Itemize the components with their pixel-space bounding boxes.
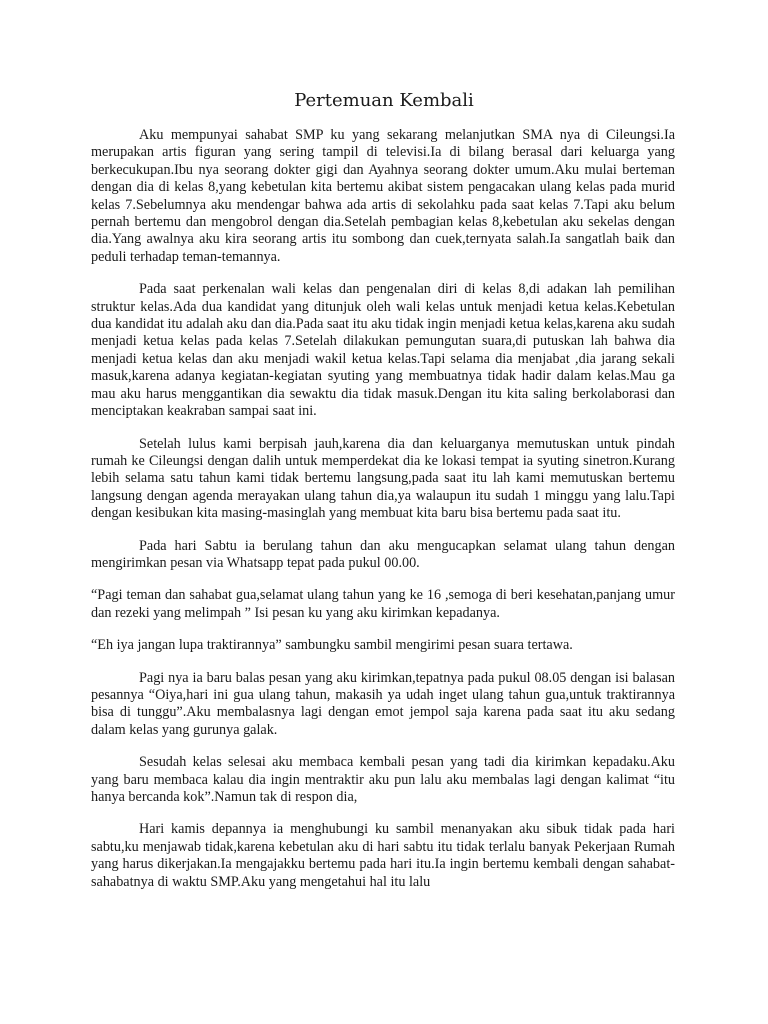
- paragraph-5-quote: “Pagi teman dan sahabat gua,selamat ulang tahun yang ke 16 ,semoga di beri kesehatan,panjang umur dan rezeki yang melimpah ” Isi pesan ku yang aku kirimkan kepadanya.: [91, 587, 675, 621]
- document-body: [91, 127, 675, 906]
- paragraph-9: Hari kamis depannya ia menghubungi ku sambil menanyakan aku sibuk tidak pada hari sabtu,ku menjawab tidak,karena kebetulan aku di hari sabtu itu tidak terlalu banyak Pekerjaan Rumah yang harus dikerjakan.Ia mengajakku bertemu pada hari itu.Ia ingin bertemu kembali dengan sahabat-sahabatnya di waktu SMP.Aku yang mengetahui hal itu lalu: [91, 821, 675, 890]
- paragraph-2: Pada saat perkenalan wali kelas dan pengenalan diri di kelas 8,di adakan lah pemilihan struktur kelas.Ada dua kandidat yang ditunjuk oleh wali kelas untuk menjadi ketua kelas.Kebetulan dua kandidat itu adalah aku dan dia.Pada saat itu aku tidak ingin menjadi ketua kelas,karena aku sudah menjadi ketua kelas pada kelas 7.Setelah dilakukan pemungutan suara,di putuskan lah bahwa dia menjadi ketua kelas dan aku menjadi wakil ketua kelas.Tapi selama dia menjabat ,dia jarang sekali masuk,karena adanya kegiatan-kegiatan syuting yang membuatnya tidak hadir dalam kelas.Mau ga mau aku harus menggantikan dia sewaktu dia tidak masuk.Dengan itu kita saling berkolaborasi dan menciptakan keakraban sampai saat ini.: [91, 281, 675, 420]
- paragraph-1: Aku mempunyai sahabat SMP ku yang sekarang melanjutkan SMA nya di Cileungsi.Ia merupakan artis figuran yang sering tampil di televisi.Ia di bilang berasal dari keluarga yang berkecukupan.Ibu nya seorang dokter gigi dan Ayahnya seorang dokter umum.Aku mulai berteman dengan dia di kelas 8,yang kebetulan kita bertemu akibat sistem pengacakan ulang kelas pada murid kelas 7.Sebelumnya aku mendengar bahwa ada artis di sekolahku pada saat kelas 7.Tapi aku belum pernah bertemu dan mengobrol dengan dia.Setelah pembagian kelas 8,kebetulan aku sekelas dengan dia.Yang awalnya aku kira seorang artis itu sombong dan cuek,ternyata salah.Ia sangatlah baik dan peduli terhadap teman-temannya.: [91, 127, 675, 265]
- paragraph-6-quote: “Eh iya jangan lupa traktirannya” sambungku sambil mengirimi pesan suara tertawa.: [91, 637, 573, 654]
- paragraph-8: Sesudah kelas selesai aku membaca kembali pesan yang tadi dia kirimkan kepadaku.Aku yang baru membaca kalau dia ingin mentraktir aku pun lalu aku membalas lagi dengan kalimat “itu hanya bercanda kok”.Namun tak di respon dia,: [91, 754, 675, 805]
- paragraph-4: Pada hari Sabtu ia berulang tahun dan aku mengucapkan selamat ulang tahun dengan mengirimkan pesan via Whatsapp tepat pada pukul 00.00.: [91, 537, 675, 571]
- paragraph-3: Setelah lulus kami berpisah jauh,karena dia dan keluarganya memutuskan untuk pindah rumah ke Cileungsi dengan dalih untuk memperdekat dia ke lokasi tempat ia syuting sinetron.Kurang lebih selama satu tahun kami tidak bertemu langsung,pada saat itu lah kami memutuskan bertemu langsung dengan agenda merayakan ulang tahun dia,ya walaupun itu sudah 1 minggu yang lalu.Tapi dengan kesibukan kita masing-masinglah yang membuat kita baru bisa bertemu pada saat itu.: [91, 435, 675, 522]
- paragraph-7: Pagi nya ia baru balas pesan yang aku kirimkan,tepatnya pada pukul 08.05 dengan isi balasan pesannya “Oiya,hari ini gua ulang tahun, makasih ya udah inget ulang tahun gua,untuk traktirannya bisa di tunggu”.Aku membalasnya lagi dengan emot jempol saja karena pada saat itu aku sedang dalam kelas yang gurunya galak.: [91, 669, 675, 738]
- document-title: Pertemuan Kembali: [294, 90, 474, 111]
